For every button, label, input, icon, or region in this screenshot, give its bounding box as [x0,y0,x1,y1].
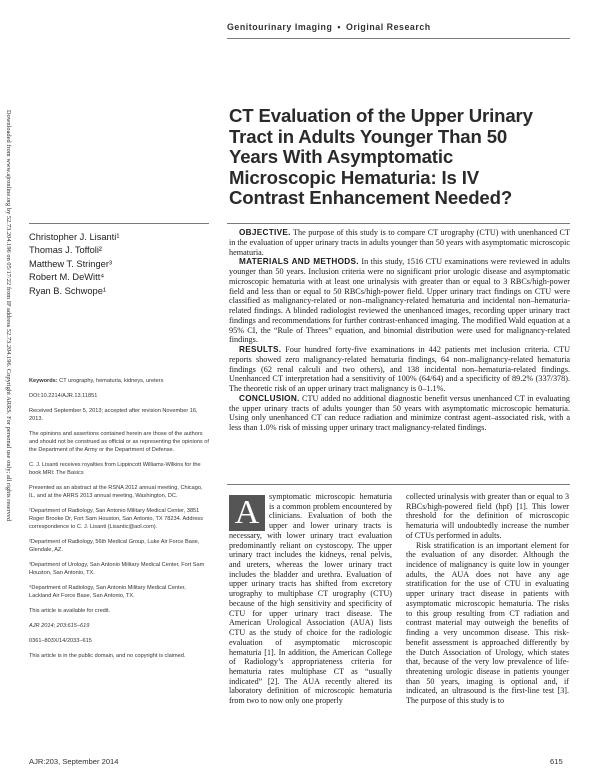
results-text: Four hundred forty-five examinations in 442 patients met inclusion criteria. CTU reports showed zero malignancy-related hematuria findings, 64 non–malignancy-related hematuria findings (62 renal calculi and two others), and 138 incidental non–hematuria-related findings. Unenhanced CT interpretation had a sensitivity of 100% (64/64) and a specificity of 89.2% (337/378). The theoretic risk of an upper urinary tract malignancy is 0–1.1%. [229,345,571,393]
body-column-2 [406,492,569,706]
received-dates: Received September 5, 2013; accepted after revision November 16, 2013. [29,407,198,422]
author-list [29,231,119,298]
body-paragraph: Risk stratification is an important element for the evaluation of any disorder. Although the incidence of malignancy is quite low in younger adults, the AUA does not have any age stratification for the use of CTU in evaluating upper urinary tract disease in patients with asymptomatic microscopic hematuria. The risks to this group resulting from CT radiation and contrast material may outweigh the benefits of finding a very uncommon disease. This risk-benefit assessment is approached differently by the Dutch Association of Urology, which states that, because of the very low prevalence of life-threatening urologic disease in patients younger than 50 years, imaging is optional and, if indicated, an ultrasound is the first-line test [3]. The purpose of this study is to [406,540,569,706]
header-rule [227,38,570,39]
footer-page-number: 615 [550,757,563,766]
body-rule [227,484,570,485]
drop-cap: A [229,495,265,531]
abstract-methods [229,257,570,345]
affiliation-4: ⁴Department of Radiology, San Antonio Military Medical Center, Lackland Air Force Base, San Antonio, TX. [29,584,186,599]
download-watermark-text: Downloaded from www.ajronline.org by 52.73.204.196 on 05/17/22 from IP address 52.73.204.196. Copyright ARRS. For personal use only; all rights reserved [5,110,12,522]
body-col1-text: symptomatic microscopic hematuria is a common problem encountered by clinicians. Evaluation of both the upper and lower urinary tracts is necessary, with lower urinary tract evaluation predominantly reliant on cystoscopy. The upper urinary tract includes the kidneys, renal pelvis, and ureters, whereas the lower urinary tract includes the bladder and urethra. Evaluation of upper urinary tracts has shifted from excretory urography to multiphase CT urography (CTU) because of the high sensitivity and specificity of CTU for upper urinary tract disease. The American Urological Association (AUA) lists CTU as the study of choice for the radiologic evaluation of asymptomatic microscopic hematuria [1]. In addition, the American College of Radiology’s appropriateness criteria for hematuria rates multiphase CT as “usually indicated” [2]. The AUA recently altered its laboratory definition of microscopic hematuria from two to now only one properly [229,492,392,706]
disclaimer: The opinions and assertions contained herein are those of the authors and should not be construed as official or as representing the opinions of the Department of the Army or the Department of Defense. [29,430,209,453]
affiliation-2: ²Department of Radiology, 56th Medical Group, Luke Air Force Base, Glendale, AZ. [29,538,200,553]
methods-label: MATERIALS AND METHODS. [239,257,359,267]
keywords-label: Keywords: [29,378,58,384]
author-name: Thomas J. Toffoli² [29,245,103,256]
abstract-rule [227,223,570,224]
author-rule [29,223,209,224]
author-name: Christopher J. Lisanti¹ [29,232,120,242]
author-name: Matthew T. Stringer³ [29,258,113,269]
author-name: Ryan B. Schwope¹ [29,285,106,296]
body-paragraph: collected urinalysis with greater than or equal to 3 RBCs/high-powered field (hpf) [1]. This lower threshold for the definition of microscopic hematuria will undoubtedly increase the number of CTUs performed in adults. [406,492,569,540]
presented-note: Presented as an abstract at the RSNA 2012 annual meeting, Chicago, IL, and at the ARRS 2013 annual meeting, Washington, DC. [29,484,203,499]
article-info-column [29,377,209,666]
body-column-1 [229,492,392,706]
body-paragraph [229,492,392,706]
section-name: Genitourinary Imaging [227,22,333,32]
affiliation-3: ³Department of Urology, San Antonio Military Medical Center, Fort Sam Houston, San Antonio, TX. [29,561,205,576]
dropcap-spacer [229,492,269,529]
keywords-text: CT urography, hematuria, kidneys, ureters [59,378,164,384]
keywords [29,377,209,385]
article-type: Original Research [346,22,431,32]
abstract-results [229,345,570,394]
doi: DOI:10.2214/AJR.13.11851 [29,392,98,399]
affiliation-1: ¹Department of Radiology, San Antonio Military Medical Center, 3851 Roger Brooke Dr, Fort Sam Houston, San Antonio, TX 78234. Address correspondence to C. J. Lisanti (Lisantic@aol.com). [29,507,204,530]
citation: AJR 2014; 203:615–619 [29,622,90,629]
footer-journal: AJR:203, September 2014 [29,757,119,766]
conclusion-text: CTU added no additional diagnostic benefit versus unenhanced CT in evaluating the upper urinary tracts of adults younger than 50 years with asymptomatic microscopic hematuria. Using only unenhanced CT can reduce radiation and minimize contrast agent–associated risk, with a less than 1.0% risk of missing upper urinary tract malignancy-related findings. [229,393,571,432]
methods-text: In this study, 1516 CTU examinations were reviewed in adults younger than 50 years. Inclusion criteria were no significant prior urologic disease and asymptomatic microscopic hematuria with at least one urinalysis with greater than or equal to 3 RBCs/high-power field and less than or equal to 50 RBCs/high-power field. Upper urinary tract findings on CTU were classified as malignancy-related or non–malignancy-related hematuria and incidental non–hematuria-related findings. A blinded radiologist reviewed the unenhanced images, recording upper urinary tract findings and recommendations for further contrast-enhanced imaging. The modified Wald equation at a 95% CI, the “Rule of Threes” equation, and binomial distribution were used for malignancy-related findings. [229,257,570,345]
abstract [229,228,570,433]
results-label: RESULTS. [239,345,282,354]
download-watermark [0,110,12,650]
royalties-note: C. J. Lisanti receives royalties from Lippincott Williams-Wilkins for the book MRI: The Basics [29,461,201,476]
header-separator: • [337,22,342,32]
issn: 0361–803X/14/2033–615 [29,637,92,644]
objective-label: OBJECTIVE. [239,228,291,237]
abstract-conclusion [229,394,570,433]
objective-text: The purpose of this study is to compare CT urography (CTU) with unenhanced CT in the evaluation of upper urinary tracts in adults younger than 50 years with asymptomatic microscopic hematuria. [229,228,571,257]
section-header [227,22,431,32]
conclusion-label: CONCLUSION. [239,393,300,403]
abstract-objective [229,228,570,257]
author-name: Robert M. DeWitt⁴ [29,272,105,283]
public-domain-note: This article is in the public domain, and no copyright is claimed. [29,652,186,659]
credit-note: This article is available for credit. [29,607,111,614]
article-title: CT Evaluation of the Upper Urinary Tract in Adults Younger Than 50 Years With Asymptomatic Microscopic Hematuria: Is IV Contrast Enhancement Needed? [229,105,533,208]
